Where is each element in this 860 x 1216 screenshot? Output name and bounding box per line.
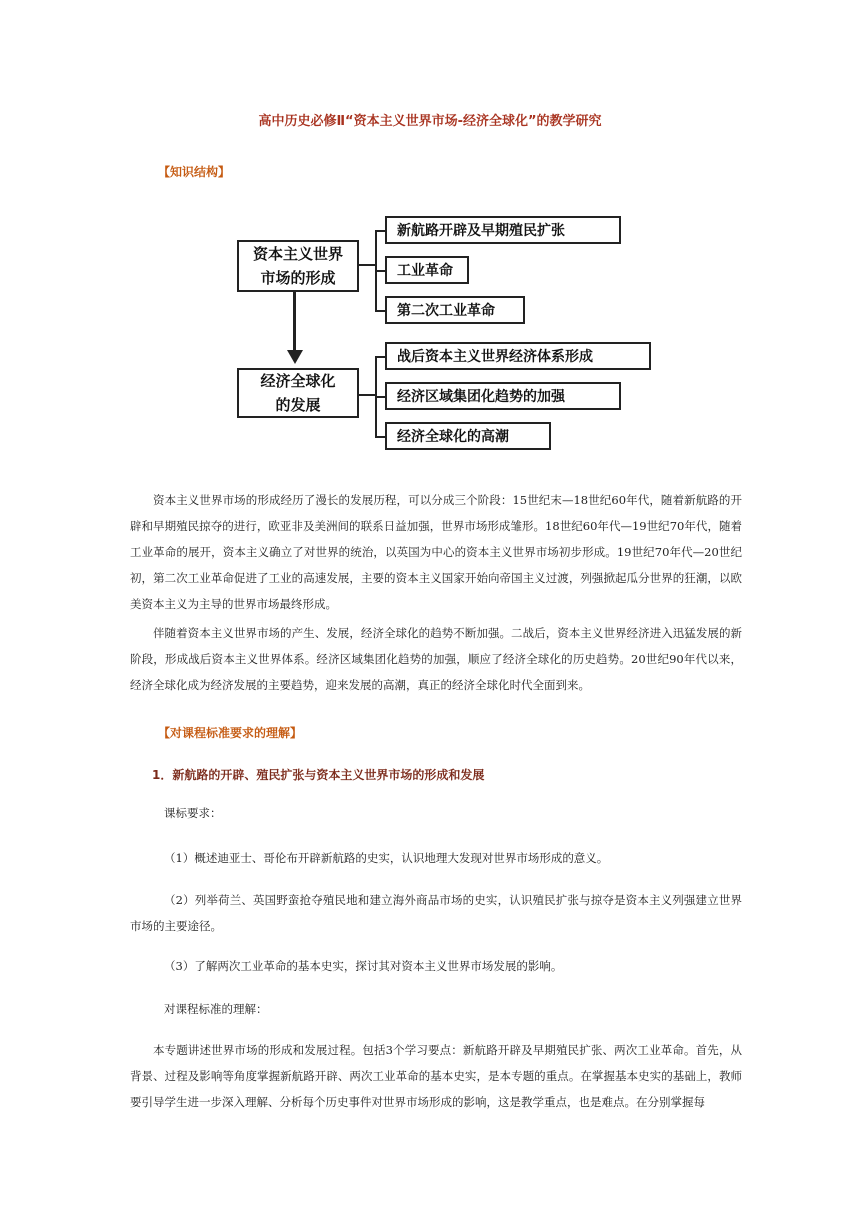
paragraph-globalization: 伴随着资本主义世界市场的产生、发展，经济全球化的趋势不断加强。二战后，资本主义世界经济进入迅猛发展的新阶段，形成战后资本主义世界体系。经济区域集团化趋势的加强，顺应了经济全球化的历史趋势。20世纪90年代以来，经济全球化成为经济发展的主要趋势，迎来发展的高潮，真正的经济全球化时代全面到来。: [130, 626, 742, 692]
diagram-node-globalization: [237, 368, 359, 418]
knowledge-structure-diagram: [235, 208, 665, 458]
subheading-new-routes: 1．新航路的开辟、殖民扩张与资本主义世界市场的形成和发展: [152, 768, 485, 782]
understanding-label: 对课程标准的理解：: [164, 1002, 268, 1016]
requirement-item: （3）了解两次工业革命的基本史实，探讨其对资本主义世界市场发展的影响。: [164, 959, 563, 973]
section-heading-curriculum: 【对课程标准要求的理解】: [158, 726, 303, 740]
diagram-leaf: 经济区域集团化趋势的加强: [385, 382, 621, 410]
paragraph-understanding: 本专题讲述世界市场的形成和发展过程。包括3个学习要点：新航路开辟及早期殖民扩张、两次工业革命。首先，从背景、过程及影响等角度掌握新航路开辟、两次工业革命的基本史实，是本专题的重点。在掌握基本史实的基础上，教师要引导学生进一步深入理解、分析每个历史事件对世界市场形成的影响，这是教学重点，也是难点。在分别掌握每: [130, 1043, 742, 1109]
diagram-node-world-market: [237, 240, 359, 292]
page-title: 高中历史必修Ⅱ“资本主义世界市场-经济全球化”的教学研究: [258, 114, 602, 129]
diagram-arrow-shaft: [293, 292, 296, 352]
section-heading-knowledge-structure: 【知识结构】: [158, 165, 231, 179]
diagram-connector: [359, 264, 375, 266]
diagram-leaf: 第二次工业革命: [385, 296, 525, 324]
diagram-connector: [359, 394, 375, 396]
diagram-leaf: 工业革命: [385, 256, 469, 284]
diagram-leaf: 战后资本主义世界经济体系形成: [385, 342, 651, 370]
diagram-leaf: 经济全球化的高潮: [385, 422, 551, 450]
diagram-leaf: 新航路开辟及早期殖民扩张: [385, 216, 621, 244]
requirements-label: 课标要求：: [164, 806, 222, 820]
down-arrow-icon: [287, 350, 303, 364]
diagram-node-world-market-label: 资本主义世界市场的形成: [252, 245, 343, 287]
paragraph-world-market: 资本主义世界市场的形成经历了漫长的发展历程，可以分成三个阶段：15世纪末—18世纪60年代，随着新航路的开辟和早期殖民掠夺的进行，欧亚非及美洲间的联系日益加强，世界市场形成雏形。18世纪60年代—19世纪70年代，随着工业革命的展开，资本主义确立了对世界的统治，以英国为中心的资本主义世界市场初步形成。19世纪70年代—20世纪初，第二次工业革命促进了工业的高速发展，主要的资本主义国家开始向帝国主义过渡，列强掀起瓜分世界的狂潮，以欧美资本主义为主导的世界市场最终形成。: [130, 493, 742, 611]
diagram-node-globalization-label: 经济全球化的发展: [260, 372, 336, 414]
requirement-item: （1）概述迪亚士、哥伦布开辟新航路的史实，认识地理大发现对世界市场形成的意义。: [164, 851, 609, 865]
requirement-item: （2）列举荷兰、英国野蛮抢夺殖民地和建立海外商品市场的史实，认识殖民扩张与掠夺是资本主义列强建立世界市场的主要途径。: [130, 893, 742, 933]
